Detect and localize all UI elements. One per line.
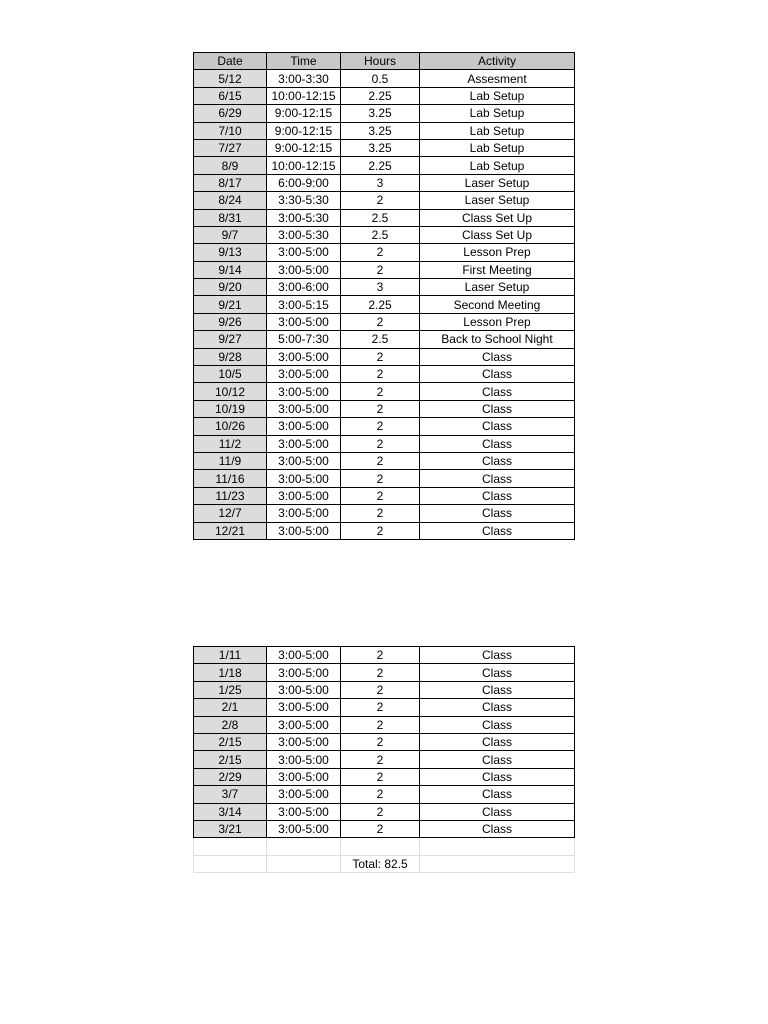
time-cell: 10:00-12:15 — [267, 87, 341, 104]
table-row — [194, 313, 575, 330]
header-hours: Hours — [341, 53, 420, 70]
activity-cell: Class — [420, 470, 575, 487]
blank-cell — [420, 838, 575, 855]
date-cell: 2/1 — [194, 699, 267, 716]
activity-cell: Class — [420, 803, 575, 820]
hours-cell: 2.5 — [341, 331, 420, 348]
date-cell: 3/21 — [194, 820, 267, 837]
activity-cell: Class — [420, 733, 575, 750]
table-row — [194, 226, 575, 243]
hours-cell: 2 — [341, 348, 420, 365]
total-row — [194, 855, 575, 872]
activity-cell: Lab Setup — [420, 105, 575, 122]
activity-cell: Lesson Prep — [420, 313, 575, 330]
date-cell: 2/15 — [194, 751, 267, 768]
hours-cell: 2 — [341, 820, 420, 837]
hours-cell: 3 — [341, 279, 420, 296]
date-cell: 10/19 — [194, 400, 267, 417]
blank-cell — [194, 855, 267, 872]
total-cell: Total: 82.5 — [341, 855, 420, 872]
hours-cell: 2 — [341, 366, 420, 383]
date-cell: 11/9 — [194, 452, 267, 469]
time-cell: 3:00-5:00 — [267, 261, 341, 278]
table-row — [194, 681, 575, 698]
time-cell: 3:30-5:30 — [267, 192, 341, 209]
hours-cell: 2 — [341, 435, 420, 452]
hours-cell: 2 — [341, 452, 420, 469]
date-cell: 11/16 — [194, 470, 267, 487]
table-row — [194, 400, 575, 417]
table-row — [194, 174, 575, 191]
time-cell: 3:00-3:30 — [267, 70, 341, 87]
time-cell: 3:00-5:00 — [267, 435, 341, 452]
activity-cell: Second Meeting — [420, 296, 575, 313]
date-cell: 2/8 — [194, 716, 267, 733]
activity-cell: Back to School Night — [420, 331, 575, 348]
table-row — [194, 505, 575, 522]
table-2-footer — [194, 838, 575, 873]
hours-cell: 2 — [341, 505, 420, 522]
activity-cell: Class — [420, 505, 575, 522]
date-cell: 3/7 — [194, 786, 267, 803]
hours-cell: 2.25 — [341, 296, 420, 313]
date-cell: 9/28 — [194, 348, 267, 365]
activity-cell: Lesson Prep — [420, 244, 575, 261]
table-row — [194, 279, 575, 296]
blank-cell — [341, 838, 420, 855]
activity-cell: Class — [420, 400, 575, 417]
table-row — [194, 664, 575, 681]
hours-cell: 2 — [341, 803, 420, 820]
hours-cell: 2 — [341, 418, 420, 435]
table-row — [194, 331, 575, 348]
time-cell: 10:00-12:15 — [267, 157, 341, 174]
activity-cell: Class — [420, 348, 575, 365]
date-cell: 9/13 — [194, 244, 267, 261]
blank-cell — [420, 855, 575, 872]
activity-cell: Class — [420, 366, 575, 383]
hours-cell: 2 — [341, 244, 420, 261]
time-cell: 3:00-5:00 — [267, 733, 341, 750]
time-cell: 9:00-12:15 — [267, 105, 341, 122]
activity-cell: Class — [420, 647, 575, 664]
activity-cell: Class — [420, 383, 575, 400]
hours-cell: 3.25 — [341, 122, 420, 139]
hours-cell: 2 — [341, 647, 420, 664]
activity-cell: Class Set Up — [420, 209, 575, 226]
time-cell: 3:00-5:00 — [267, 820, 341, 837]
time-cell: 3:00-5:15 — [267, 296, 341, 313]
activity-cell: Class — [420, 786, 575, 803]
time-cell: 3:00-5:00 — [267, 452, 341, 469]
hours-cell: 2.25 — [341, 87, 420, 104]
activity-cell: Class — [420, 435, 575, 452]
hours-cell: 2 — [341, 261, 420, 278]
time-cell: 3:00-5:00 — [267, 664, 341, 681]
hours-cell: 2.5 — [341, 226, 420, 243]
hours-cell: 2 — [341, 681, 420, 698]
hours-cell: 2 — [341, 751, 420, 768]
time-cell: 3:00-5:00 — [267, 681, 341, 698]
time-cell: 3:00-5:00 — [267, 487, 341, 504]
time-cell: 3:00-5:00 — [267, 751, 341, 768]
time-cell: 3:00-5:00 — [267, 768, 341, 785]
date-cell: 9/20 — [194, 279, 267, 296]
table-row — [194, 139, 575, 156]
hours-log-table-1 — [193, 52, 575, 540]
hours-cell: 2.25 — [341, 157, 420, 174]
activity-cell: Laser Setup — [420, 174, 575, 191]
time-cell: 3:00-5:30 — [267, 209, 341, 226]
date-cell: 10/5 — [194, 366, 267, 383]
time-cell: 9:00-12:15 — [267, 122, 341, 139]
time-cell: 9:00-12:15 — [267, 139, 341, 156]
activity-cell: Laser Setup — [420, 192, 575, 209]
date-cell: 6/15 — [194, 87, 267, 104]
table-row — [194, 751, 575, 768]
hours-cell: 2.5 — [341, 209, 420, 226]
activity-cell: Assesment — [420, 70, 575, 87]
activity-cell: Laser Setup — [420, 279, 575, 296]
table-row — [194, 209, 575, 226]
activity-cell: First Meeting — [420, 261, 575, 278]
table-row — [194, 733, 575, 750]
hours-cell: 2 — [341, 383, 420, 400]
table-row — [194, 418, 575, 435]
activity-cell: Class — [420, 522, 575, 539]
date-cell: 8/31 — [194, 209, 267, 226]
header-row — [194, 53, 575, 70]
activity-cell: Class — [420, 418, 575, 435]
blank-cell — [267, 838, 341, 855]
hours-cell: 2 — [341, 733, 420, 750]
time-cell: 3:00-5:00 — [267, 366, 341, 383]
date-cell: 10/12 — [194, 383, 267, 400]
date-cell: 1/25 — [194, 681, 267, 698]
time-cell: 3:00-5:00 — [267, 313, 341, 330]
table-row — [194, 157, 575, 174]
table-2-body — [194, 647, 575, 838]
header-date: Date — [194, 53, 267, 70]
time-cell: 3:00-5:00 — [267, 505, 341, 522]
hours-cell: 2 — [341, 522, 420, 539]
hours-cell: 2 — [341, 716, 420, 733]
activity-cell: Class — [420, 716, 575, 733]
table-row — [194, 122, 575, 139]
time-cell: 3:00-5:00 — [267, 786, 341, 803]
table-row — [194, 296, 575, 313]
hours-cell: 2 — [341, 400, 420, 417]
hours-cell: 2 — [341, 768, 420, 785]
activity-cell: Lab Setup — [420, 157, 575, 174]
date-cell: 8/9 — [194, 157, 267, 174]
time-cell: 3:00-5:00 — [267, 716, 341, 733]
activity-cell: Class — [420, 452, 575, 469]
table-row — [194, 244, 575, 261]
hours-cell: 2 — [341, 313, 420, 330]
hours-cell: 2 — [341, 192, 420, 209]
table-row — [194, 105, 575, 122]
table-row — [194, 261, 575, 278]
time-cell: 3:00-5:00 — [267, 699, 341, 716]
activity-cell: Class — [420, 768, 575, 785]
time-cell: 3:00-5:00 — [267, 244, 341, 261]
blank-row — [194, 838, 575, 855]
table-row — [194, 452, 575, 469]
date-cell: 3/14 — [194, 803, 267, 820]
date-cell: 10/26 — [194, 418, 267, 435]
activity-cell: Class — [420, 681, 575, 698]
hours-cell: 2 — [341, 470, 420, 487]
table-row — [194, 348, 575, 365]
time-cell: 3:00-5:00 — [267, 418, 341, 435]
time-cell: 3:00-5:00 — [267, 400, 341, 417]
table-row — [194, 470, 575, 487]
date-cell: 9/7 — [194, 226, 267, 243]
table-row — [194, 647, 575, 664]
time-cell: 5:00-7:30 — [267, 331, 341, 348]
hours-cell: 2 — [341, 664, 420, 681]
time-cell: 3:00-5:00 — [267, 522, 341, 539]
date-cell: 8/17 — [194, 174, 267, 191]
activity-cell: Class — [420, 751, 575, 768]
hours-cell: 3.25 — [341, 139, 420, 156]
hours-cell: 3 — [341, 174, 420, 191]
activity-cell: Class — [420, 820, 575, 837]
time-cell: 6:00-9:00 — [267, 174, 341, 191]
date-cell: 9/21 — [194, 296, 267, 313]
time-cell: 3:00-5:00 — [267, 803, 341, 820]
table-row — [194, 87, 575, 104]
table-row — [194, 435, 575, 452]
time-cell: 3:00-5:00 — [267, 383, 341, 400]
time-cell: 3:00-5:00 — [267, 348, 341, 365]
date-cell: 2/15 — [194, 733, 267, 750]
table-row — [194, 699, 575, 716]
table-row — [194, 803, 575, 820]
hours-cell: 2 — [341, 487, 420, 504]
time-cell: 3:00-5:00 — [267, 470, 341, 487]
date-cell: 1/11 — [194, 647, 267, 664]
date-cell: 5/12 — [194, 70, 267, 87]
date-cell: 9/27 — [194, 331, 267, 348]
table-row — [194, 786, 575, 803]
date-cell: 7/27 — [194, 139, 267, 156]
date-cell: 2/29 — [194, 768, 267, 785]
date-cell: 11/23 — [194, 487, 267, 504]
date-cell: 12/21 — [194, 522, 267, 539]
table-row — [194, 383, 575, 400]
date-cell: 12/7 — [194, 505, 267, 522]
header-activity: Activity — [420, 53, 575, 70]
date-cell: 11/2 — [194, 435, 267, 452]
activity-cell: Class Set Up — [420, 226, 575, 243]
time-cell: 3:00-5:00 — [267, 647, 341, 664]
activity-cell: Class — [420, 699, 575, 716]
activity-cell: Class — [420, 664, 575, 681]
table-row — [194, 522, 575, 539]
header-time: Time — [267, 53, 341, 70]
hours-cell: 0.5 — [341, 70, 420, 87]
table-row — [194, 487, 575, 504]
date-cell: 1/18 — [194, 664, 267, 681]
activity-cell: Lab Setup — [420, 87, 575, 104]
table-row — [194, 366, 575, 383]
time-cell: 3:00-5:30 — [267, 226, 341, 243]
activity-cell: Lab Setup — [420, 139, 575, 156]
date-cell: 7/10 — [194, 122, 267, 139]
blank-cell — [194, 838, 267, 855]
activity-cell: Class — [420, 487, 575, 504]
activity-cell: Lab Setup — [420, 122, 575, 139]
hours-log-table-2 — [193, 646, 575, 873]
date-cell: 9/14 — [194, 261, 267, 278]
hours-cell: 2 — [341, 699, 420, 716]
table-row — [194, 768, 575, 785]
hours-cell: 3.25 — [341, 105, 420, 122]
table-row — [194, 716, 575, 733]
table-row — [194, 820, 575, 837]
date-cell: 8/24 — [194, 192, 267, 209]
date-cell: 9/26 — [194, 313, 267, 330]
blank-cell — [267, 855, 341, 872]
table-row — [194, 192, 575, 209]
hours-cell: 2 — [341, 786, 420, 803]
table-row — [194, 70, 575, 87]
date-cell: 6/29 — [194, 105, 267, 122]
table-1-body — [194, 70, 575, 540]
time-cell: 3:00-6:00 — [267, 279, 341, 296]
